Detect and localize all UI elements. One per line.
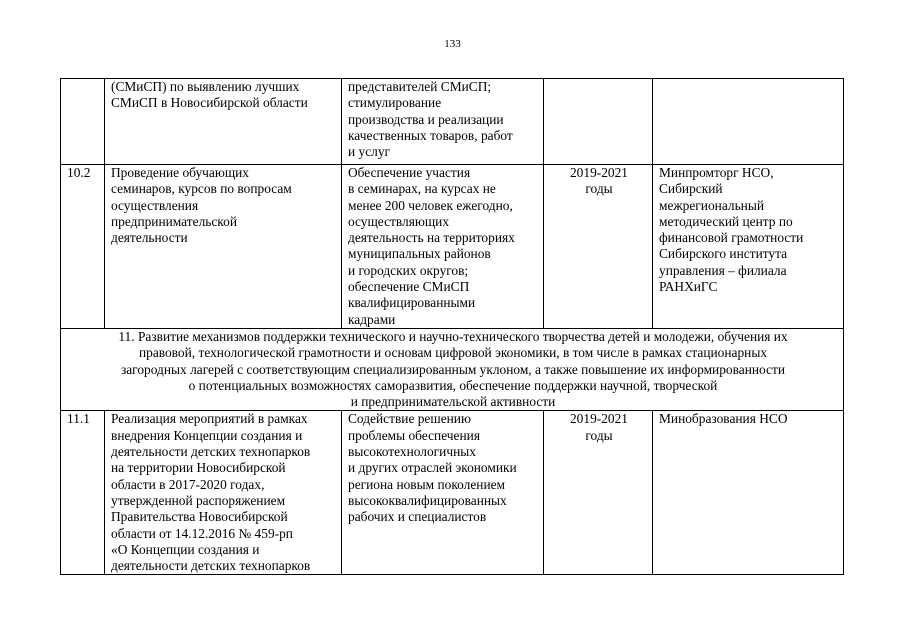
event-cell — [105, 79, 342, 165]
event-line: Реализация мероприятий в рамках — [111, 411, 308, 427]
period-line: 2019-2021 — [569, 411, 629, 427]
event-line: области в 2017-2020 годах, — [111, 476, 265, 492]
event-line: Проведение обучающих — [111, 165, 249, 180]
result-line: и городских округов; — [348, 262, 469, 278]
executor-line: РАНХиГС — [659, 279, 718, 295]
event-line: деятельности — [111, 230, 188, 246]
row-number-cell: 11.1 — [61, 411, 105, 575]
result-line: региона новым поколением — [348, 476, 506, 492]
row-number-cell: 10.2 — [61, 165, 105, 329]
result-line: в семинарах, на курсах не — [348, 181, 496, 197]
executor-cell — [653, 79, 844, 165]
event-cell — [105, 411, 342, 575]
table-row-continued — [61, 79, 844, 165]
result-line: осуществляющих — [348, 213, 450, 229]
result-line: качественных товаров, работ — [348, 127, 513, 143]
result-line: рабочих и специалистов — [348, 509, 487, 525]
executor-line: Минобразования НСО — [659, 411, 788, 427]
section-heading-line: о потенциальных возможностях саморазвития, обеспечение поддержки научной, творческой — [188, 377, 718, 393]
event-line: деятельности детских технопарков — [111, 444, 311, 460]
executor-line: Сибирский — [659, 181, 723, 197]
section-heading-line: правовой, технологической грамотности и основам цифровой экономики, в том числе в рамках стационарных — [138, 345, 768, 361]
result-line: Содействие решению — [348, 411, 471, 427]
section-heading-cell — [61, 328, 844, 410]
executor-line: управления – филиала — [659, 262, 787, 278]
event-line: на территории Новосибирской — [111, 460, 286, 476]
event-line: «О Концепции создания и — [111, 541, 260, 557]
result-line: высококвалифицированных — [348, 492, 507, 508]
period-cell — [544, 411, 653, 575]
table-row-10-2 — [61, 165, 844, 329]
event-line: области от 14.12.2016 № 459-рп — [111, 525, 293, 541]
executor-line: Минпромторг НСО, — [659, 165, 774, 180]
executor-line: финансовой грамотности — [659, 230, 804, 246]
result-line: и услуг — [348, 144, 391, 160]
executor-line: межрегиональный — [659, 197, 765, 213]
period-cell — [544, 79, 653, 165]
event-line: (СМиСП) по выявлению лучших — [111, 79, 300, 94]
page-number: 133 — [444, 38, 461, 50]
event-line: СМиСП в Новосибирской области — [111, 95, 308, 111]
period-line: годы — [585, 427, 613, 443]
table-row-11-1 — [61, 411, 844, 575]
section-heading-row-11 — [61, 328, 844, 410]
row-number-cell — [61, 79, 105, 165]
executor-line: методический центр по — [659, 213, 793, 229]
period-cell — [544, 165, 653, 329]
event-cell — [105, 165, 342, 329]
result-line: муниципальных районов — [348, 246, 491, 262]
executor-line: Сибирского института — [659, 246, 788, 262]
result-cell — [342, 79, 544, 165]
result-cell — [342, 165, 544, 329]
result-line: представителей СМиСП; — [348, 79, 492, 94]
section-heading-line: загородных лагерей с соответствующим специализированным уклоном, а также повышение их информированности — [120, 361, 786, 377]
section-heading-line: 11. Развитие механизмов поддержки технического и научно-технического творчества детей и молодежи, обучения их — [118, 328, 788, 344]
event-line: деятельности детских технопарков — [111, 558, 311, 574]
event-line: утвержденной распоряжением — [111, 492, 286, 508]
result-line: производства и реализации — [348, 111, 504, 127]
result-line: деятельность на территориях — [348, 230, 515, 246]
result-line: менее 200 человек ежегодно, — [348, 197, 513, 213]
executor-cell — [653, 411, 844, 575]
result-line: квалифицированными — [348, 295, 476, 311]
result-line: и других отраслей экономики — [348, 460, 517, 476]
result-line: кадрами — [348, 311, 396, 327]
event-line: Правительства Новосибирской — [111, 509, 288, 525]
event-line: внедрения Концепции создания и — [111, 427, 303, 443]
result-line: проблемы обеспечения — [348, 427, 480, 443]
result-line: высокотехнологичных — [348, 444, 476, 460]
result-line: обеспечение СМиСП — [348, 279, 470, 295]
result-cell — [342, 411, 544, 575]
result-line: Обеспечение участия — [348, 165, 471, 180]
event-line: семинаров, курсов по вопросам — [111, 181, 292, 197]
section-heading-line: и предпринимательской активности — [350, 394, 556, 410]
event-line: осуществления — [111, 197, 199, 213]
result-line: стимулирование — [348, 95, 442, 111]
executor-cell — [653, 165, 844, 329]
measures-table — [60, 78, 844, 575]
event-line: предпринимательской — [111, 213, 237, 229]
period-line: 2019-2021 — [569, 165, 629, 180]
period-line: годы — [585, 181, 613, 197]
